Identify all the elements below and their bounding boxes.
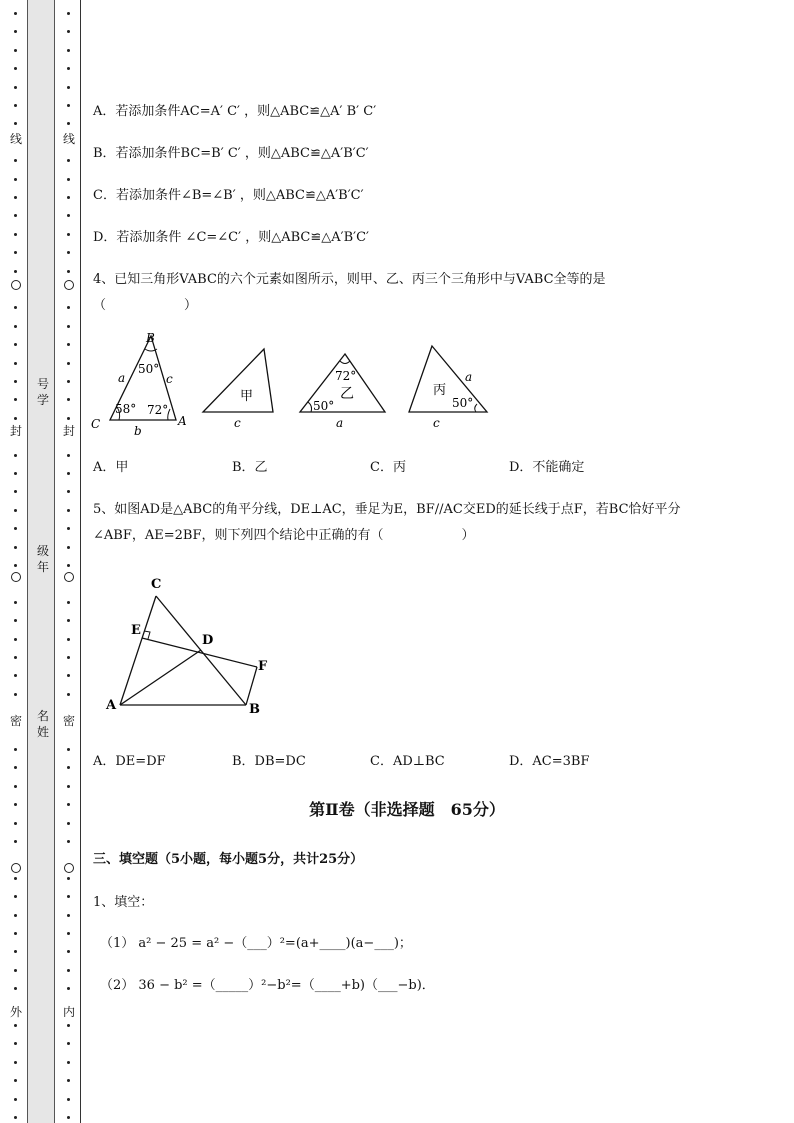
binding-dot bbox=[14, 380, 17, 383]
label-jia: 甲 bbox=[240, 389, 254, 404]
binding-dot bbox=[14, 214, 17, 217]
binding-dot bbox=[67, 1098, 70, 1101]
binding-dot bbox=[14, 1079, 17, 1082]
angle-b: 50° bbox=[138, 362, 160, 376]
binding-dot bbox=[67, 1061, 70, 1064]
binding-ring bbox=[64, 280, 74, 290]
q3-option-c: C．若添加条件∠B=∠B′ ，则△ABC≌△A′B′C′ bbox=[93, 188, 364, 203]
label-side-b: b bbox=[134, 424, 142, 438]
binding-dot bbox=[67, 969, 70, 972]
binding-dot bbox=[14, 656, 17, 659]
binding-dot bbox=[67, 398, 70, 401]
binding-dot bbox=[67, 527, 70, 530]
binding-dot bbox=[14, 527, 17, 530]
q5-geometry-figure bbox=[100, 572, 280, 720]
binding-dot bbox=[14, 914, 17, 917]
binding-margin bbox=[0, 0, 82, 1123]
dot-column-left bbox=[10, 0, 22, 1123]
binding-dot bbox=[67, 840, 70, 843]
binding-dot bbox=[67, 822, 70, 825]
binding-dot bbox=[14, 306, 17, 309]
binding-dot bbox=[67, 417, 70, 420]
binding-dot bbox=[67, 122, 70, 125]
q5-option-b: B．DB=DC bbox=[232, 754, 306, 769]
binding-dot bbox=[67, 159, 70, 162]
label-c-vertex: C bbox=[91, 417, 101, 431]
binding-dot bbox=[67, 1024, 70, 1027]
binding-ring bbox=[64, 572, 74, 582]
part2-title: 第Ⅱ卷（非选择题 65分） bbox=[309, 800, 505, 819]
binding-dot bbox=[67, 509, 70, 512]
label-yi: 乙 bbox=[340, 386, 354, 402]
q5-option-d: D．AC=3BF bbox=[509, 754, 590, 769]
q4-option-c: C．丙 bbox=[370, 460, 406, 475]
mark-nei-right: 内 bbox=[62, 1005, 75, 1019]
binding-dot bbox=[14, 840, 17, 843]
binding-dot bbox=[67, 785, 70, 788]
binding-dot bbox=[14, 601, 17, 604]
binding-dot bbox=[14, 1042, 17, 1045]
q4-triangles-figure bbox=[88, 325, 508, 440]
label-e: E bbox=[131, 623, 141, 638]
label-bing: 丙 bbox=[433, 383, 447, 398]
binding-dot bbox=[67, 932, 70, 935]
binding-dot bbox=[67, 1079, 70, 1082]
binding-dot bbox=[14, 748, 17, 751]
bing-side-a: a bbox=[465, 370, 473, 384]
binding-dot bbox=[67, 196, 70, 199]
binding-dot bbox=[14, 546, 17, 549]
binding-dot bbox=[14, 270, 17, 273]
label-b-vertex: B bbox=[146, 331, 155, 345]
mark-xian-left: 线 bbox=[9, 132, 22, 146]
bing-angle: 50° bbox=[452, 396, 474, 410]
q5-stem-line2: ∠ABF，AE=2BF，则下列四个结论中正确的有（ ） bbox=[93, 528, 475, 543]
binding-dot bbox=[14, 104, 17, 107]
field-kaohao: 号学 bbox=[36, 377, 49, 407]
binding-dot bbox=[67, 766, 70, 769]
binding-dot bbox=[14, 325, 17, 328]
binding-ring bbox=[64, 863, 74, 873]
binding-dot bbox=[67, 895, 70, 898]
label-f: F bbox=[258, 659, 268, 674]
mark-mi-left: 密 bbox=[9, 714, 22, 728]
q3-option-b: B．若添加条件BC=B′ C′ ，则△ABC≌△A′B′C′ bbox=[93, 146, 369, 161]
fill1-part2: （2） 36 − b² =（_____）²−b²=（____+b)（___−b)． bbox=[100, 978, 435, 993]
binding-dot bbox=[67, 86, 70, 89]
label-c: C bbox=[151, 577, 162, 592]
binding-dot bbox=[67, 748, 70, 751]
binding-dot bbox=[67, 914, 70, 917]
q4-stem: 4、已知三角形VABC的六个元素如图所示，则甲、乙、丙三个三角形中与VABC全等的是 bbox=[93, 272, 606, 287]
field-banji: 级年 bbox=[36, 544, 49, 574]
binding-dot bbox=[14, 766, 17, 769]
binding-dot bbox=[67, 1042, 70, 1045]
binding-dot bbox=[14, 674, 17, 677]
binding-dot bbox=[14, 472, 17, 475]
binding-dot bbox=[67, 30, 70, 33]
binding-dot bbox=[14, 12, 17, 15]
binding-dot bbox=[14, 233, 17, 236]
q5-option-a: A．DE=DF bbox=[93, 754, 166, 769]
binding-dot bbox=[67, 380, 70, 383]
label-a: A bbox=[106, 698, 117, 713]
angle-a: 72° bbox=[147, 403, 169, 417]
binding-dot bbox=[14, 122, 17, 125]
q3-option-a: A．若添加条件AC=A′ C′ ，则△ABC≌△A′ B′ C′ bbox=[93, 104, 377, 119]
binding-dot bbox=[67, 362, 70, 365]
binding-dot bbox=[67, 178, 70, 181]
binding-dot bbox=[67, 233, 70, 236]
binding-ring bbox=[11, 863, 21, 873]
binding-ring bbox=[11, 572, 21, 582]
binding-dot bbox=[67, 619, 70, 622]
binding-dot bbox=[67, 656, 70, 659]
mark-xian-right: 线 bbox=[62, 132, 75, 146]
binding-dot bbox=[14, 49, 17, 52]
binding-ring bbox=[11, 280, 21, 290]
binding-dot bbox=[14, 950, 17, 953]
binding-dot bbox=[67, 270, 70, 273]
q5-stem-line1: 5、如图AD是△ABC的角平分线，DE⊥AC，垂足为E，BF//AC交ED的延长线于点F，若BC恰好平分 bbox=[93, 502, 681, 517]
mark-wai-left: 外 bbox=[9, 1005, 22, 1019]
dot-column-right bbox=[63, 0, 75, 1123]
mark-feng-left: 封 bbox=[9, 424, 22, 438]
binding-dot bbox=[14, 638, 17, 641]
yi-angle-top: 72° bbox=[335, 369, 357, 383]
binding-dot bbox=[14, 987, 17, 990]
binding-dot bbox=[14, 86, 17, 89]
binding-dot bbox=[14, 1024, 17, 1027]
section3-title: 三、填空题（5小题，每小题5分，共计25分） bbox=[93, 852, 364, 867]
mark-feng-right: 封 bbox=[62, 424, 75, 438]
binding-dot bbox=[67, 251, 70, 254]
binding-dot bbox=[14, 785, 17, 788]
binding-dot bbox=[14, 251, 17, 254]
binding-dot bbox=[14, 895, 17, 898]
mark-mi-right: 密 bbox=[62, 714, 75, 728]
binding-dot bbox=[67, 325, 70, 328]
binding-dot bbox=[67, 343, 70, 346]
binding-dot bbox=[67, 49, 70, 52]
triangle-jia bbox=[203, 349, 273, 412]
binding-dot bbox=[14, 822, 17, 825]
fill1-part1: （1） a² − 25 = a² −（___）²=(a+____)(a−___)； bbox=[100, 936, 412, 951]
binding-dot bbox=[14, 1116, 17, 1119]
binding-dot bbox=[67, 454, 70, 457]
q4-option-d: D．不能确定 bbox=[509, 460, 585, 475]
binding-dot bbox=[14, 877, 17, 880]
binding-dot bbox=[14, 417, 17, 420]
binding-dot bbox=[67, 674, 70, 677]
binding-dot bbox=[67, 12, 70, 15]
binding-line bbox=[80, 0, 81, 1123]
label-side-a: a bbox=[118, 371, 126, 385]
yi-angle-left: 50° bbox=[313, 399, 335, 413]
binding-dot bbox=[67, 950, 70, 953]
binding-dot bbox=[14, 398, 17, 401]
binding-dot bbox=[14, 509, 17, 512]
binding-dot bbox=[14, 490, 17, 493]
binding-dot bbox=[14, 178, 17, 181]
binding-dot bbox=[67, 693, 70, 696]
binding-dot bbox=[14, 196, 17, 199]
field-xingming: 名姓 bbox=[36, 709, 49, 739]
binding-dot bbox=[14, 969, 17, 972]
q3-option-d: D．若添加条件 ∠C=∠C′ ，则△ABC≌△A′B′C′ bbox=[93, 230, 369, 245]
q4-bracket: （ ） bbox=[93, 298, 198, 313]
q4-option-a: A．甲 bbox=[93, 460, 129, 475]
triangle-bing bbox=[409, 346, 487, 412]
binding-dot bbox=[67, 214, 70, 217]
binding-dot bbox=[67, 104, 70, 107]
binding-dot bbox=[67, 472, 70, 475]
binding-dot bbox=[14, 30, 17, 33]
binding-dot bbox=[14, 693, 17, 696]
binding-dot bbox=[14, 1061, 17, 1064]
binding-dot bbox=[67, 306, 70, 309]
binding-dot bbox=[14, 67, 17, 70]
bing-side-c: c bbox=[433, 416, 440, 430]
binding-dot bbox=[14, 454, 17, 457]
binding-dot bbox=[67, 1116, 70, 1119]
binding-dot bbox=[67, 67, 70, 70]
binding-dot bbox=[67, 564, 70, 567]
label-side-c: c bbox=[166, 372, 173, 386]
fill1-intro: 1、填空： bbox=[93, 895, 154, 910]
binding-dot bbox=[67, 987, 70, 990]
binding-dot bbox=[14, 159, 17, 162]
q4-option-b: B．乙 bbox=[232, 460, 268, 475]
binding-dot bbox=[67, 546, 70, 549]
binding-dot bbox=[67, 877, 70, 880]
binding-dot bbox=[14, 564, 17, 567]
jia-side-c: c bbox=[234, 416, 241, 430]
yi-side-a: a bbox=[336, 416, 344, 430]
label-a-vertex: A bbox=[178, 414, 187, 428]
binding-dot bbox=[67, 638, 70, 641]
binding-dot bbox=[14, 1098, 17, 1101]
binding-dot bbox=[14, 343, 17, 346]
label-b: B bbox=[249, 702, 260, 717]
binding-dot bbox=[14, 932, 17, 935]
q5-option-c: C．AD⊥BC bbox=[370, 754, 445, 769]
binding-dot bbox=[14, 619, 17, 622]
binding-dot bbox=[14, 362, 17, 365]
label-d: D bbox=[202, 633, 214, 648]
binding-dot bbox=[67, 601, 70, 604]
angle-c: 58° bbox=[115, 402, 137, 416]
binding-dot bbox=[67, 490, 70, 493]
